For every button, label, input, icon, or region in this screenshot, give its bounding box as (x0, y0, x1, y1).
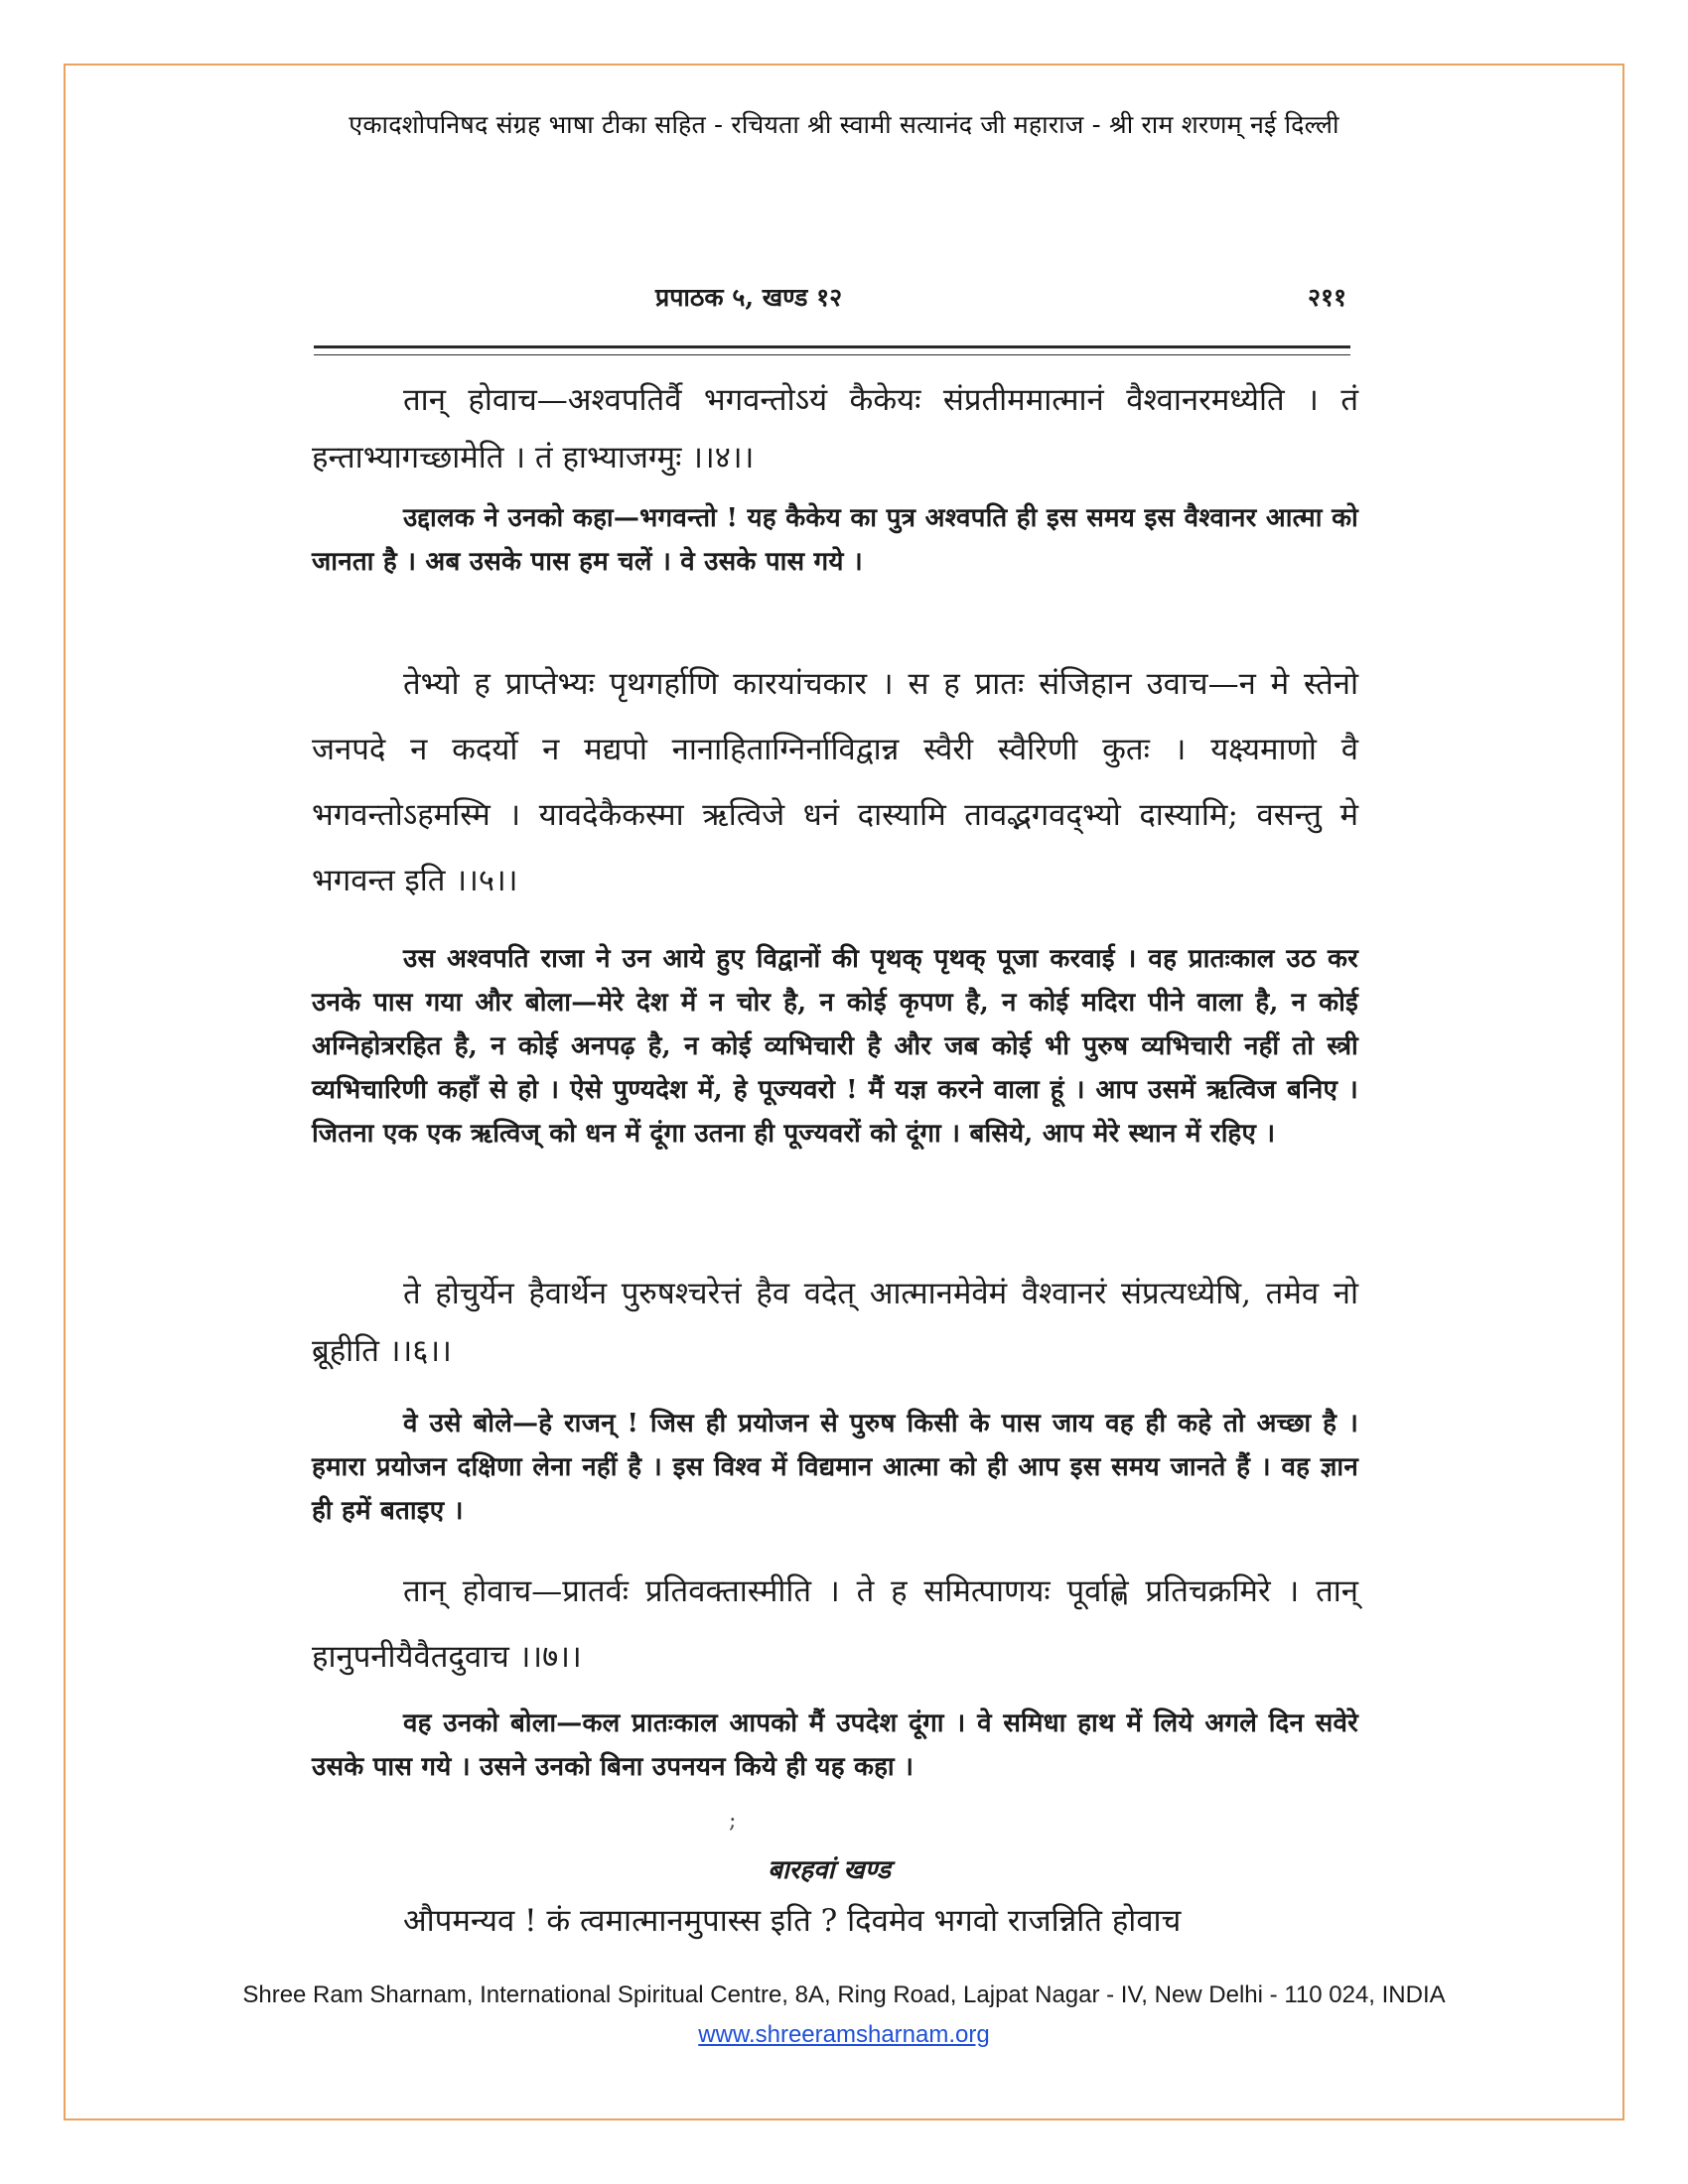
header-rule-thin (314, 354, 1350, 355)
scanned-book-page (298, 268, 1360, 1946)
commentary-6: वे उसे बोले—हे राजन् ! जिस ही प्रयोजन से पुरुष किसी के पास जाय वह ही कहे तो अच्छा है । हमारा प्रयोजन दक्षिणा लेना नहीं है । इस विश्व में विद्यमान आत्मा को ही आप इस समय जानते हैं । वह ज्ञान ही हमें बताइए । (312, 1409, 1358, 1526)
commentary-4: उद्दालक ने उनको कहा—भगवन्तो ! यह कैकेय का पुत्र अश्वपति ही इस समय इस वैश्वानर आत्मा को जानता है । अब उसके पास हम चलें । वे उसके पास गये । (312, 503, 1358, 577)
closing-verse: औपमन्यव ! कं त्वमात्मानमुपास्स इति ? दिवमेव भगवो राजन्निति होवाच (403, 1903, 1182, 1939)
page-number: २११ (1307, 283, 1346, 312)
running-head (298, 280, 1360, 320)
footer-url (64, 2021, 1624, 2049)
verse-6: ते होचुर्येन हैवार्थेन पुरुषश्चरेत्तं हैव वदेत् आत्मानमेवेमं वैश्वानरं संप्रत्यध्येषि, तमेव नो ब्रूहीति ।।६।। (312, 1276, 1358, 1369)
website-link[interactable]: www.shreeramsharnam.org (698, 2021, 990, 2048)
header-rule-thick (314, 345, 1350, 348)
footer-address: Shree Ram Sharnam, International Spiritual Centre, 8A, Ring Road, Lajpat Nagar - IV, New Delhi - 110 024, INDIA (242, 1981, 1446, 2008)
running-title: प्रपाठक ५, खण्ड १२ (655, 283, 843, 312)
scan-speck: ; (729, 1809, 737, 1834)
verse-7: तान् होवाच—प्रातर्वः प्रतिवक्तास्मीति । ते ह समित्पाणयः पूर्वाह्णे प्रतिचक्रमिरे । तान् हानुपनीयैवैतदुवाच ।।७।। (312, 1573, 1358, 1675)
verse-5: तेभ्यो ह प्राप्तेभ्यः पृथगर्हाणि कारयांचकार । स ह प्रातः संजिहान उवाच—न मे स्तेनो जनपदे न कदर्यो न मद्यपो नानाहिताग्निर्नाविद्वान्न स्वैरी स्वैरिणी कुतः । यक्ष्यमाणो वै भगवन्तोऽहमस्मि । यावदेकैकस्मा ऋत्विजे धनं दास्यामि तावद्भगवद्भ्यो दास्यामि; वसन्तु मे भगवन्त इति ।।५।। (312, 666, 1358, 898)
commentary-5: उस अश्वपति राजा ने उन आये हुए विद्वानों की पृथक् पृथक् पूजा करवाई । वह प्रातःकाल उठ कर उनके पास गया और बोला—मेरे देश में न चोर है, न कोई कृपण है, न कोई मदिरा पीने वाला है, न कोई अग्निहोत्ररहित है, न कोई अनपढ़ है, न कोई व्यभिचारी है और जब कोई भी पुरुष व्यभिचारी नहीं तो स्त्री व्यभिचारिणी कहाँ से हो । ऐसे पुण्यदेश में, हे पूज्यवरो ! मैं यज्ञ करने वाला हूं । आप उसमें ऋत्विज बनिए । जितना एक एक ऋत्विज् को धन में दूंगा उतना ही पूज्यवरों को दूंगा । बसिये, आप मेरे स्थान में रहिए । (312, 944, 1358, 1149)
document-header: एकादशोपनिषद संग्रह भाषा टीका सहित - रचियता श्री स्वामी सत्यानंद जी महाराज - श्री राम शरणम् नई दिल्ली (349, 110, 1339, 139)
section-title: बारहवां खण्ड (768, 1855, 891, 1885)
verse-4: तान् होवाच—अश्वपतिर्वै भगवन्तोऽयं कैकेयः संप्रतीममात्मानं वैश्वानरमध्येति । तं हन्ताभ्यागच्छामेति । तं हाभ्याजग्मुः ।।४।। (312, 382, 1358, 476)
commentary-7: वह उनको बोला—कल प्रातःकाल आपको मैं उपदेश दूंगा । वे समिधा हाथ में लिये अगले दिन सवेरे उसके पास गये । उसने उनको बिना उपनयन किये ही यह कहा । (312, 1708, 1358, 1782)
